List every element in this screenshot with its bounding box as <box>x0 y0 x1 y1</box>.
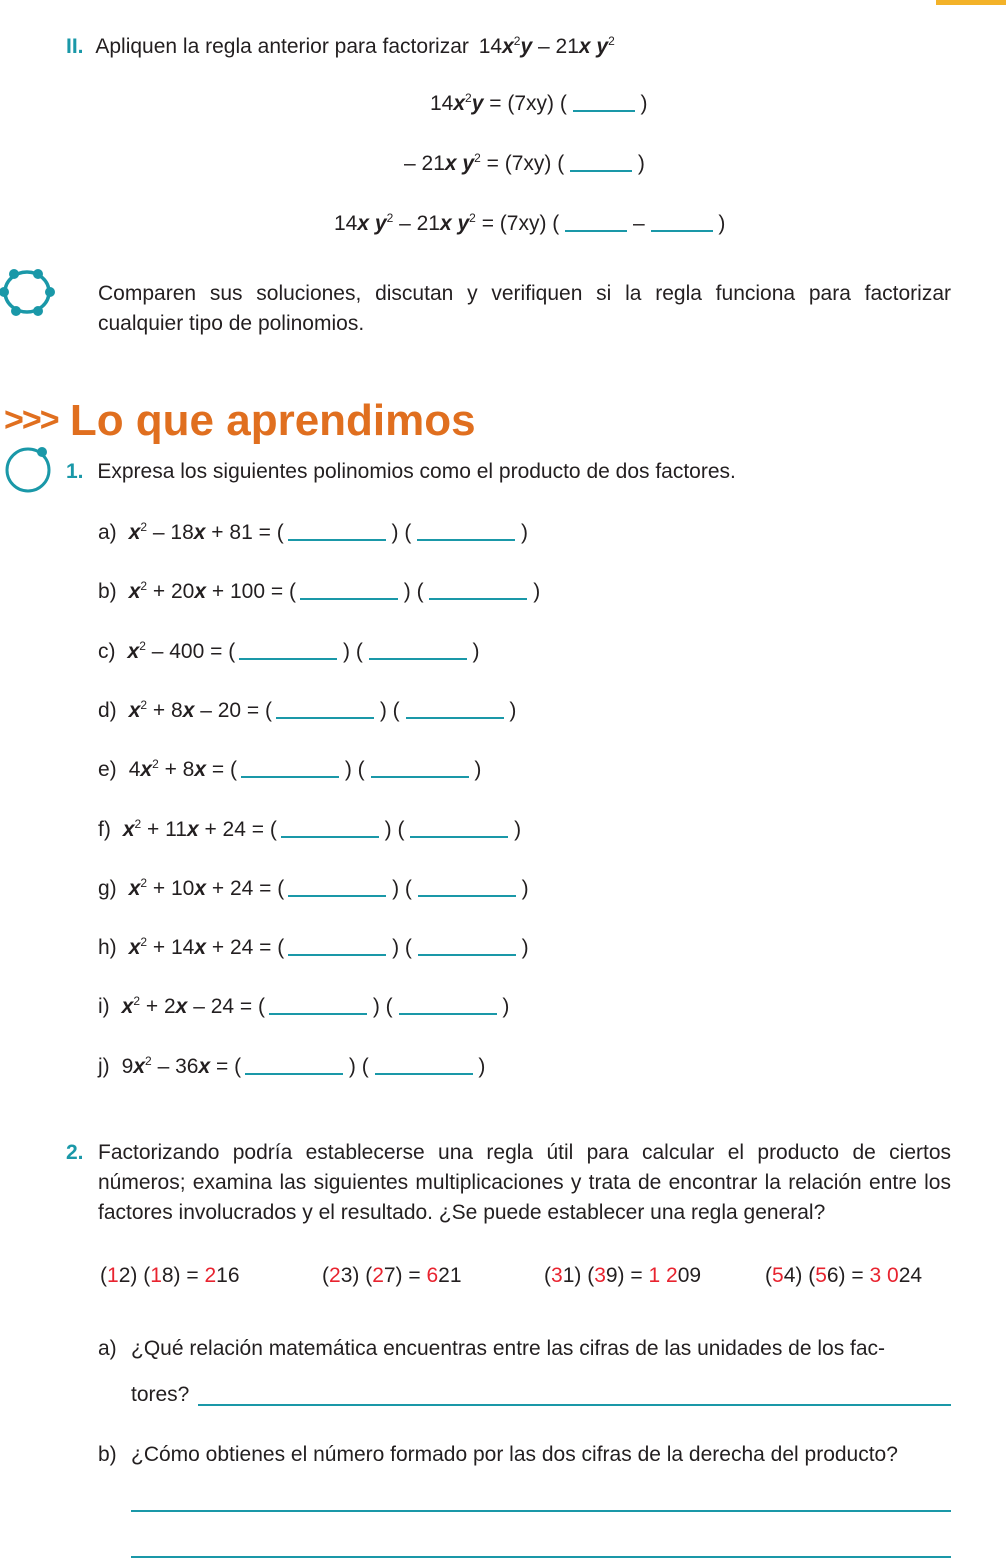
item-expression: $x^2 + 10x + 24$ = ( <box>128 875 285 900</box>
paren: ) <box>515 521 529 544</box>
answer-blank[interactable] <box>369 638 467 660</box>
section-ii-instruction: II. Apliquen la regla anterior para factorizar $14x^2y - 21x$ $y^2$ <box>66 34 615 58</box>
answer-blank[interactable] <box>410 816 508 838</box>
exercise-item <box>98 1053 485 1081</box>
item-label: h) <box>98 936 117 960</box>
paren: ) ( <box>386 936 418 960</box>
question-1: 1. Expresa los siguientes polinomios como el producto de dos factores. <box>66 460 736 483</box>
product-example: (54) (56) = 3 024 <box>765 1264 923 1287</box>
answer-blank[interactable] <box>570 150 632 172</box>
item-label: d) <box>98 698 117 722</box>
paren: ) <box>496 995 510 1019</box>
answer-blank[interactable] <box>288 875 386 897</box>
section-number: II. <box>66 35 84 58</box>
paren: ) <box>515 936 529 960</box>
answer-blank[interactable] <box>418 934 516 956</box>
answer-blank[interactable] <box>565 210 627 232</box>
answer-blank[interactable] <box>406 697 504 719</box>
individual-work-icon <box>4 444 52 494</box>
answer-blank[interactable] <box>651 210 713 232</box>
answer-blank[interactable] <box>300 578 398 600</box>
paren: ) ( <box>337 639 369 663</box>
exercise-item <box>98 578 540 606</box>
sub-b-label: b) <box>98 1443 117 1466</box>
question-2-text: Factorizando podría establecerse una regla útil para calcular el producto de ciertos números; examina las siguientes multiplicaciones y trata de encontrar la relación entre los factores involucrados y el resultado. ¿Se puede establecer una regla general? <box>98 1141 951 1224</box>
exercise-item <box>98 934 529 962</box>
item-expression: $x^2 - 400$ = ( <box>127 638 236 663</box>
sub-a-question: ¿Qué relación matemática encuentras entre las cifras de las unidades de los fac- <box>131 1337 886 1360</box>
item-label: e) <box>98 758 117 782</box>
item-label: a) <box>98 521 117 544</box>
sub-a-question-end: tores? <box>131 1383 190 1406</box>
item-expression: $x^2 + 2x - 24$ = ( <box>121 994 265 1019</box>
answer-blank[interactable] <box>239 638 337 660</box>
paren: ) ( <box>386 876 418 900</box>
answer-line-b2[interactable] <box>131 1556 951 1558</box>
exercise-item <box>98 697 516 725</box>
item-label: j) <box>98 1054 110 1078</box>
exercise-item <box>98 816 521 844</box>
answer-blank[interactable] <box>371 756 469 778</box>
exercise-item <box>98 756 481 784</box>
answer-blank[interactable] <box>276 697 374 719</box>
answer-blank[interactable] <box>288 519 386 541</box>
paren: ) ( <box>385 521 418 544</box>
answer-blank[interactable] <box>573 90 635 112</box>
paren: ) <box>515 876 529 900</box>
equation-3: 14x $y^2 - 21x$ $y^2 = (7xy)$ ( – ) <box>334 211 726 235</box>
item-expression: $x^2 + 11x + 24$ = ( <box>122 816 277 841</box>
paren: ) <box>468 758 482 782</box>
item-expression: $x^2 + 20x + 100$ = ( <box>128 579 296 604</box>
answer-blank[interactable] <box>418 875 516 897</box>
paren: ) <box>527 580 541 604</box>
question-2-number: 2. <box>66 1141 84 1164</box>
paren: ) ( <box>339 758 371 782</box>
product-example: (31) (39) = 1 209 <box>544 1264 702 1287</box>
team-work-icon <box>0 266 58 318</box>
answer-blank[interactable] <box>429 578 527 600</box>
answer-blank[interactable] <box>281 816 379 838</box>
paren: ) ( <box>367 995 399 1019</box>
paren: ) <box>508 817 522 841</box>
item-label: g) <box>98 876 117 900</box>
sub-b-question: ¿Cómo obtienes el número formado por las dos cifras de la derecha del producto? <box>131 1443 898 1466</box>
item-label: f) <box>98 817 111 841</box>
sub-a-label: a) <box>98 1337 117 1360</box>
answer-blank[interactable] <box>245 1053 343 1075</box>
answer-line-a[interactable] <box>198 1404 951 1406</box>
paren: ) ( <box>343 1054 375 1078</box>
item-expression: $4x^2 + 8x$ = ( <box>128 757 237 782</box>
team-note: Comparen sus soluciones, discutan y verifiquen si la regla funciona para factorizar cualquier tipo de polinomios. <box>98 282 951 335</box>
equation-1: $14x^2y = (7xy)$ ( ) <box>430 91 648 115</box>
paren: ) ( <box>378 817 411 841</box>
answer-line-b1[interactable] <box>131 1510 951 1512</box>
item-label: c) <box>98 639 116 663</box>
exercise-item <box>98 875 529 903</box>
answer-blank[interactable] <box>269 993 367 1015</box>
page-corner-tab <box>936 0 1006 5</box>
exercise-item <box>98 993 509 1021</box>
exercise-item <box>98 519 528 547</box>
item-expression: $x^2 + 8x - 20$ = ( <box>128 697 273 722</box>
exercise-item <box>98 638 480 666</box>
answer-blank[interactable] <box>399 993 497 1015</box>
answer-blank[interactable] <box>288 934 386 956</box>
paren: ) ( <box>397 580 430 604</box>
answer-blank[interactable] <box>375 1053 473 1075</box>
paren: ) <box>466 639 480 663</box>
answer-blank[interactable] <box>241 756 339 778</box>
equation-2: – 21x $y^2 = (7xy)$ ( ) <box>404 151 645 175</box>
product-example: (12) (18) = 216 <box>100 1264 240 1287</box>
item-expression: $x^2 - 18x + 81$ = ( <box>128 520 284 544</box>
item-expression: $x^2 + 14x + 24$ = ( <box>128 935 285 960</box>
answer-blank[interactable] <box>417 519 515 541</box>
product-example: (23) (27) = 621 <box>322 1264 462 1287</box>
paren: ) <box>503 698 517 722</box>
section-title: >>> Lo que aprendimos <box>4 396 476 445</box>
item-label: b) <box>98 580 117 604</box>
item-label: i) <box>98 995 110 1019</box>
paren: ) <box>472 1054 486 1078</box>
item-expression: $9x^2 - 36x$ = ( <box>121 1053 242 1078</box>
paren: ) ( <box>374 698 406 722</box>
